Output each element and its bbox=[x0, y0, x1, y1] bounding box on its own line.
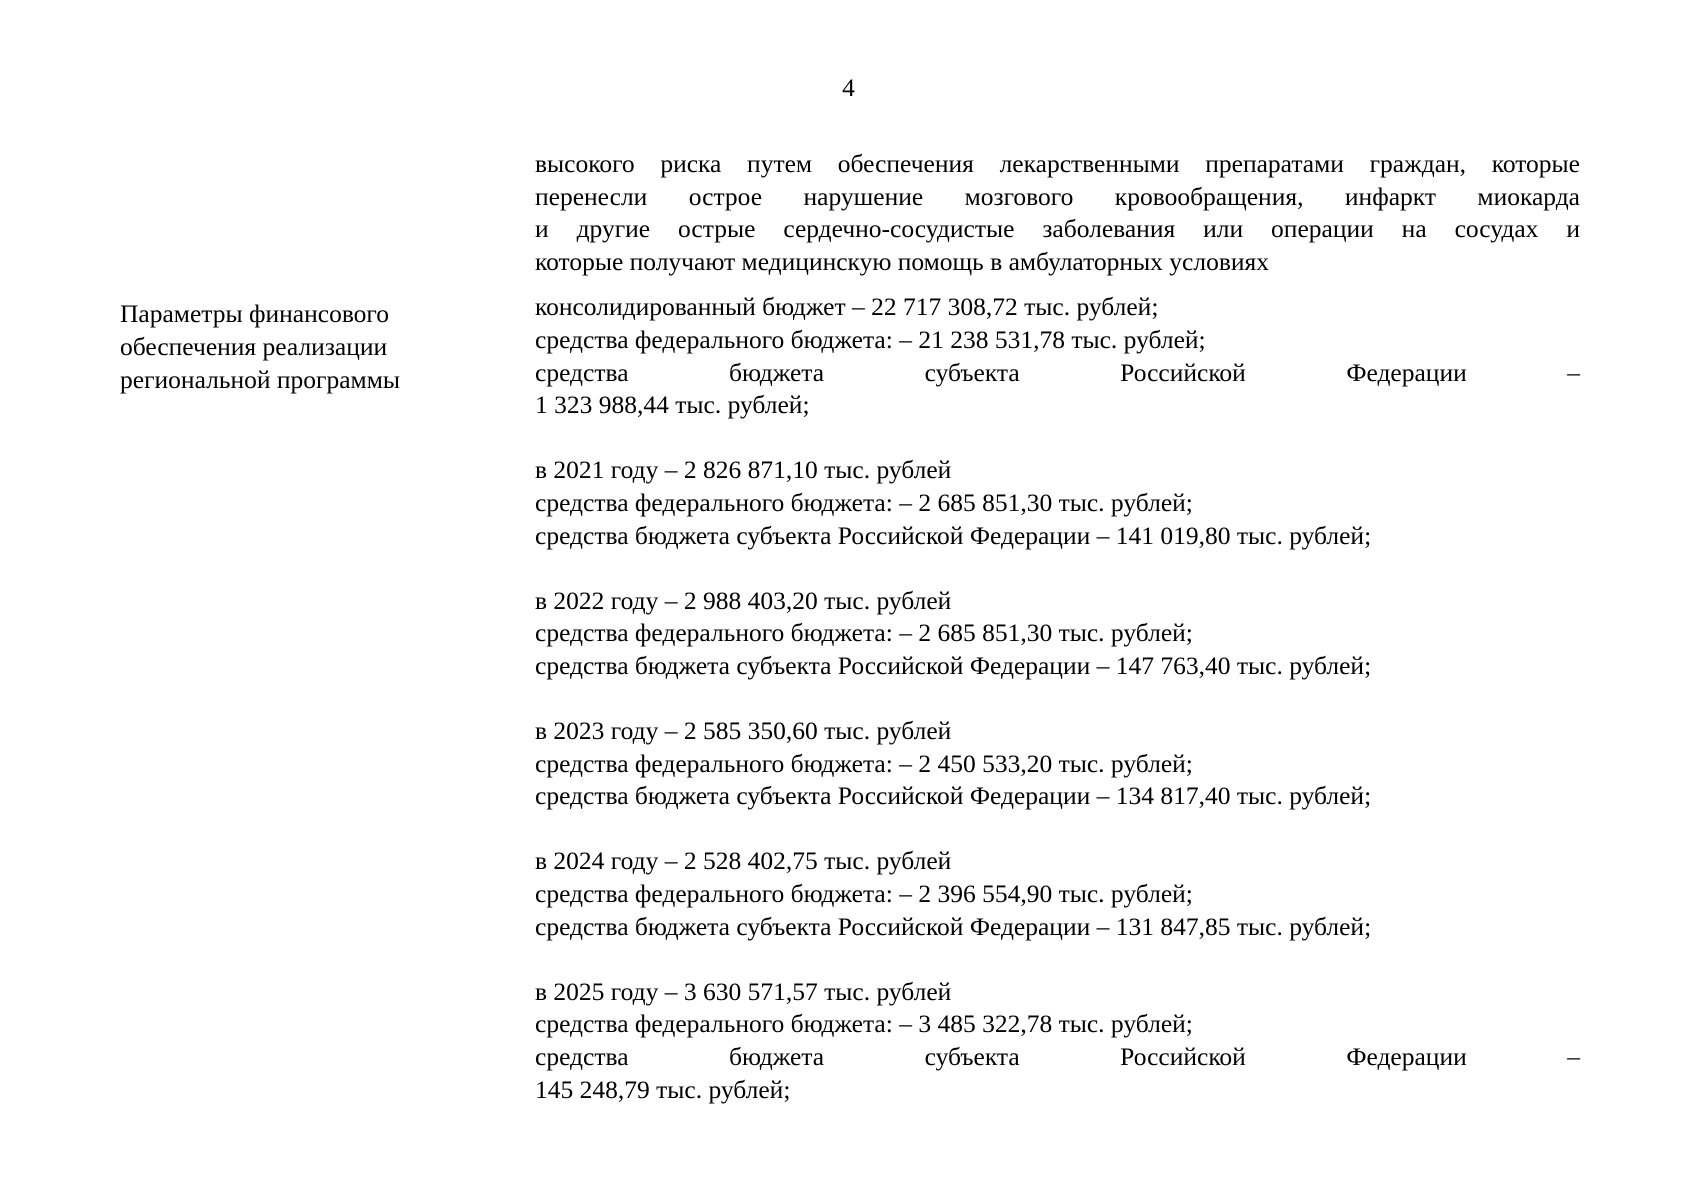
year-headline: в 2024 году – 2 528 402,75 тыс. рублей bbox=[535, 846, 952, 876]
consolidated-budget-line: консолидированный бюджет – 22 717 308,72 тыс. рублей; bbox=[535, 292, 1159, 322]
year-headline: в 2021 году – 2 826 871,10 тыс. рублей bbox=[535, 455, 952, 485]
regional-budget-line: средства бюджета субъекта Российской Федерации – 141 019,80 тыс. рублей; bbox=[535, 520, 1372, 550]
regional-budget-value: 1 323 988,44 тыс. рублей; bbox=[535, 390, 810, 420]
regional-budget-label: средства бюджета субъекта Российской Федерации – bbox=[535, 1042, 1580, 1072]
federal-budget-line: средства федерального бюджета: – 2 450 533,20 тыс. рублей; bbox=[535, 748, 1193, 778]
federal-budget-line: средства федерального бюджета: – 3 485 322,78 тыс. рублей; bbox=[535, 1009, 1193, 1039]
federal-budget-line: средства федерального бюджета: – 2 685 851,30 тыс. рублей; bbox=[535, 487, 1193, 517]
intro-line: и другие острые сердечно-сосудистые заболевания или операции на сосудах и bbox=[535, 214, 1580, 244]
regional-budget-line: средства бюджета субъекта Российской Федерации – 147 763,40 тыс. рублей; bbox=[535, 650, 1372, 680]
intro-paragraph bbox=[535, 148, 1580, 278]
total-budget-block bbox=[535, 291, 1580, 421]
regional-budget-line: средства бюджета субъекта Российской Федерации – 131 847,85 тыс. рублей; bbox=[535, 911, 1372, 941]
label-line: региональной программы bbox=[120, 365, 400, 394]
regional-budget-line: средства бюджета субъекта Российской Федерации – 134 817,40 тыс. рублей; bbox=[535, 781, 1372, 811]
intro-line: перенесли острое нарушение мозгового кровообращения, инфаркт миокарда bbox=[535, 181, 1580, 211]
label-line: обеспечения реализации bbox=[120, 332, 388, 361]
financial-parameters-label bbox=[120, 297, 450, 396]
federal-budget-line: средства федерального бюджета: – 2 685 851,30 тыс. рублей; bbox=[535, 618, 1193, 648]
year-headline: в 2022 году – 2 988 403,20 тыс. рублей bbox=[535, 585, 952, 615]
year-block-2025 bbox=[535, 976, 1580, 1106]
content-column bbox=[535, 148, 1580, 1106]
intro-line: которые получают медицинскую помощь в амбулаторных условиях bbox=[535, 246, 1269, 276]
year-block-2021 bbox=[535, 454, 1580, 552]
year-block-2024 bbox=[535, 845, 1580, 943]
regional-budget-label: средства бюджета субъекта Российской Федерации – bbox=[535, 357, 1580, 387]
year-headline: в 2023 году – 2 585 350,60 тыс. рублей bbox=[535, 716, 952, 746]
page-number: 4 bbox=[842, 73, 855, 102]
federal-budget-line: средства федерального бюджета: – 2 396 554,90 тыс. рублей; bbox=[535, 879, 1193, 909]
federal-budget-line: средства федерального бюджета: – 21 238 531,78 тыс. рублей; bbox=[535, 324, 1206, 354]
year-block-2022 bbox=[535, 585, 1580, 683]
regional-budget-value: 145 248,79 тыс. рублей; bbox=[535, 1074, 791, 1104]
year-block-2023 bbox=[535, 715, 1580, 813]
intro-line: высокого риска путем обеспечения лекарственными препаратами граждан, которые bbox=[535, 149, 1580, 178]
label-line: Параметры финансового bbox=[120, 299, 390, 328]
year-headline: в 2025 году – 3 630 571,57 тыс. рублей bbox=[535, 976, 952, 1006]
